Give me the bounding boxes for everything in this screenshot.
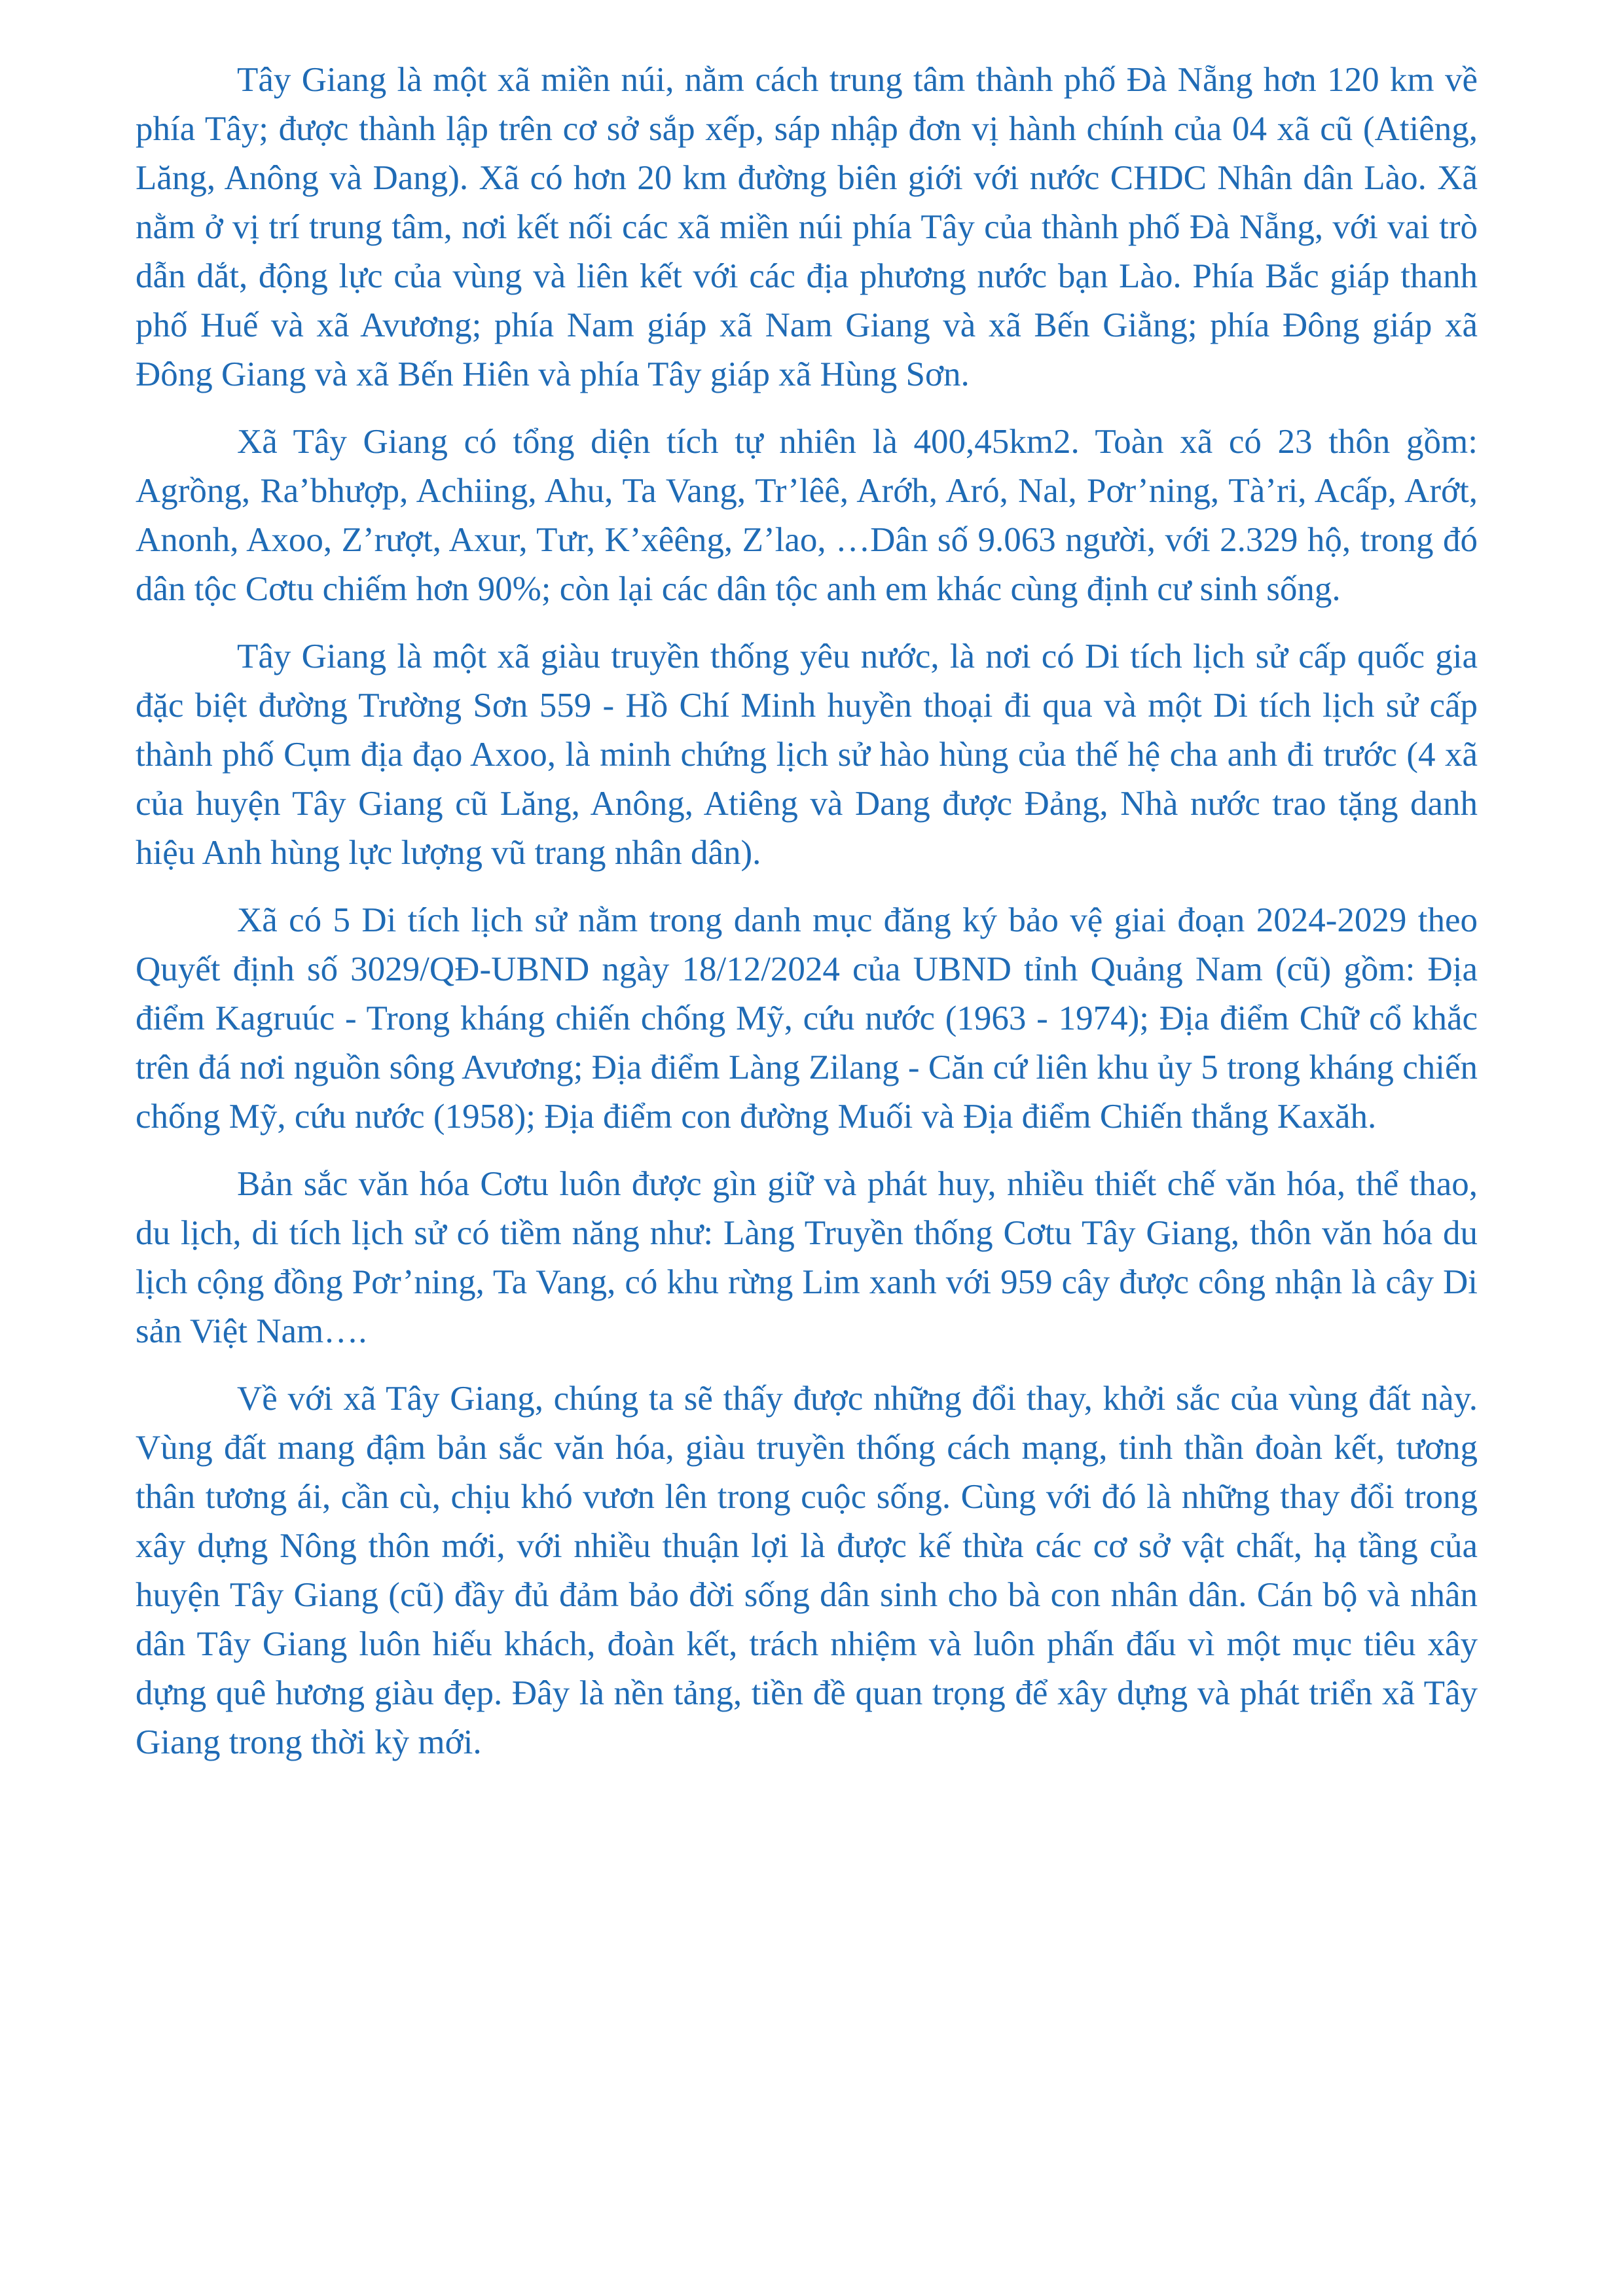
paragraph-cultural-identity: Bản sắc văn hóa Cơtu luôn được gìn giữ và phát huy, nhiều thiết chế văn hóa, thể thao, du lịch, di tích lịch sử có tiềm năng như: Làng Truyền thống Cơtu Tây Giang, thôn văn hóa du lịch cộng đồng Pơr’ning, Ta Vang, có khu rừng Lim xanh với 959 cây được công nhận là cây Di sản Việt Nam….: [136, 1165, 1478, 1350]
paragraph-development: Về với xã Tây Giang, chúng ta sẽ thấy được những đổi thay, khởi sắc của vùng đất này. Vùng đất mang đậm bản sắc văn hóa, giàu truyền thống cách mạng, tinh thần đoàn kết, tương thân tương ái, cần cù, chịu khó vươn lên trong cuộc sống. Cùng với đó là những thay đổi trong xây dựng Nông thôn mới, với nhiều thuận lợi là được kế thừa các cơ sở vật chất, hạ tầng của huyện Tây Giang (cũ) đầy đủ đảm bảo đời sống dân sinh cho bà con nhân dân. Cán bộ và nhân dân Tây Giang luôn hiếu khách, đoàn kết, trách nhiệm và luôn phấn đấu vì một mục tiêu xây dựng quê hương giàu đẹp. Đây là nền tảng, tiền đề quan trọng để xây dựng và phát triển xã Tây Giang trong thời kỳ mới.: [136, 1380, 1478, 1761]
paragraph-historical-sites: Xã có 5 Di tích lịch sử nằm trong danh mục đăng ký bảo vệ giai đoạn 2024-2029 theo Quyết định số 3029/QĐ-UBND ngày 18/12/2024 của UBND tỉnh Quảng Nam (cũ) gồm: Địa điểm Kagruúc - Trong kháng chiến chống Mỹ, cứu nước (1963 - 1974); Địa điểm Chữ cổ khắc trên đá nơi nguồn sông Avương; Địa điểm Làng Zilang - Căn cứ liên khu ủy 5 trong kháng chiến chống Mỹ, cứu nước (1958); Địa điểm con đường Muối và Địa điểm Chiến thắng Kaxăh.: [136, 901, 1478, 1136]
paragraph-patriotic-tradition: Tây Giang là một xã giàu truyền thống yêu nước, là nơi có Di tích lịch sử cấp quốc gia đặc biệt đường Trường Sơn 559 - Hồ Chí Minh huyền thoại đi qua và một Di tích lịch sử cấp thành phố Cụm địa đạo Axoo, là minh chứng lịch sử hào hùng của thế hệ cha anh đi trước (4 xã của huyện Tây Giang cũ Lăng, Anông, Atiêng và Dang được Đảng, Nhà nước trao tặng danh hiệu Anh hùng lực lượng vũ trang nhân dân).: [136, 637, 1478, 872]
document-body: [136, 56, 1478, 1785]
paragraph-area-population: Xã Tây Giang có tổng diện tích tự nhiên là 400,45km2. Toàn xã có 23 thôn gồm: Agrồng, Ra’bhượp, Achiing, Ahu, Ta Vang, Tr’lêê, Arớh, Aró, Nal, Pơr’ning, Tà’ri, Acấp, Arớt, Anonh, Axoo, Z’rượt, Axur, Tưr, K’xêêng, Z’lao, …Dân số 9.063 người, với 2.329 hộ, trong đó dân tộc Cơtu chiếm hơn 90%; còn lại các dân tộc anh em khác cùng định cư sinh sống.: [136, 423, 1478, 608]
paragraph-location: Tây Giang là một xã miền núi, nằm cách trung tâm thành phố Đà Nẵng hơn 120 km về phía Tây; được thành lập trên cơ sở sắp xếp, sáp nhập đơn vị hành chính của 04 xã cũ (Atiêng, Lăng, Anông và Dang). Xã có hơn 20 km đường biên giới với nước CHDC Nhân dân Lào. Xã nằm ở vị trí trung tâm, nơi kết nối các xã miền núi phía Tây của thành phố Đà Nẵng, với vai trò dẫn dắt, động lực của vùng và liên kết với các địa phương nước bạn Lào. Phía Bắc giáp thanh phố Huế và xã Avương; phía Nam giáp xã Nam Giang và xã Bến Giằng; phía Đông giáp xã Đông Giang và xã Bến Hiên và phía Tây giáp xã Hùng Sơn.: [136, 61, 1478, 393]
